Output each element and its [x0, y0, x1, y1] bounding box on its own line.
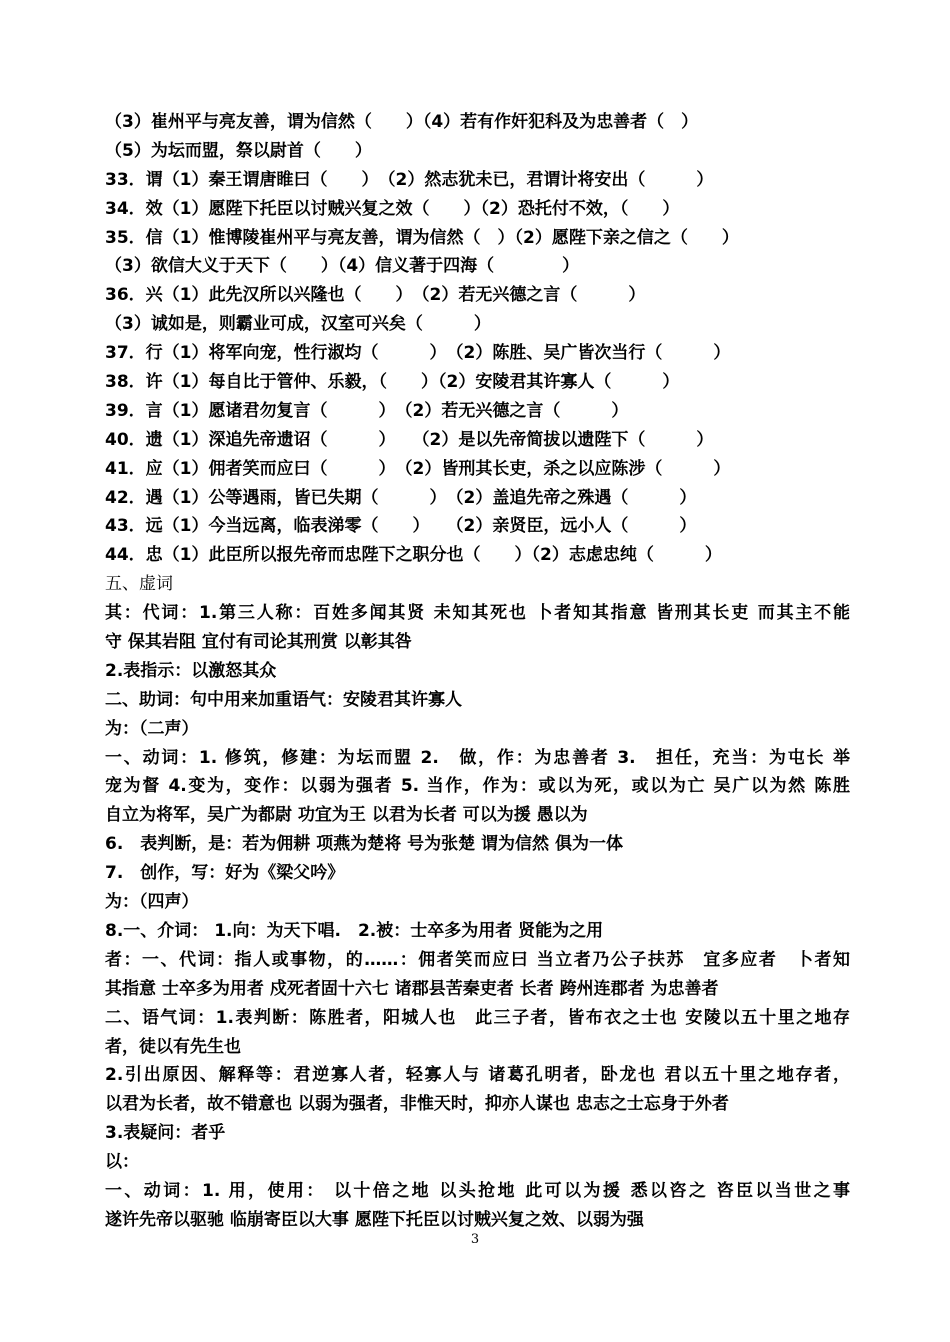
text-line: 五、虚词 [105, 574, 173, 595]
text-line: 2.引出原因、解释等：君逆寡人者，轻寡人与 诸葛孔明者，卧龙也 君以五十里之地存者， [105, 1065, 850, 1086]
text-line: 7. 创作，写：好为《梁父吟》 [105, 863, 345, 884]
text-line: 守 保其岩阻 宜付有司论其刑赏 以彰其咎 [105, 632, 412, 653]
text-line: 43．远（1）今当远离，临表涕零（ ） （2）亲贤臣，远小人（ ） [105, 516, 697, 537]
text-line: （3）崔州平与亮友善，谓为信然（ ）（4）若有作奸犯科及为忠善者（ ） [105, 112, 699, 132]
text-line: 以君为长者，故不错意也 以弱为强者，非惟天时，抑亦人谋也 忠志之士忘身于外者 [105, 1094, 729, 1115]
text-line: 35．信（1）惟博陵崔州平与亮友善，谓为信然（ ）（2）愿陛下亲之信之（ ） [105, 227, 739, 248]
text-line: 41．应（1）佣者笑而应曰（ ） （2）皆刑其长吏，杀之以应陈涉（ ） [105, 458, 731, 479]
text-line: 36．兴（1）此先汉所以兴隆也（ ） （2）若无兴德之言（ ） [105, 285, 646, 306]
text-line: 33．谓（1）秦王谓唐睢曰（ ） （2）然志犹未已，君谓计将安出（ ） [105, 169, 714, 190]
text-line: （5）为坛而盟，祭以尉首（ ） [105, 140, 372, 161]
text-line: 以： [105, 1152, 139, 1173]
page-number: 3 [470, 1232, 480, 1247]
text-line: 其：代词：1.第三人称：百姓多闻其贤 未知其死也 卜者知其指意 皆刑其长吏 而其主不能 [105, 603, 850, 624]
text-line: 38．许（1）每自比于管仲、乐毅，（ ）（2）安陵君其许寡人（ ） [105, 372, 680, 393]
text-line: 为：（四声） [105, 892, 199, 913]
text-line: 宠为督 4.变为，变作：以弱为强者 5. 当作，作为：或以为死，或以为亡 吴广以为然 陈胜 [105, 776, 850, 797]
text-line: 37．行（1）将军向宠，性行淑均（ ） （2）陈胜、吴广皆次当行（ ） [105, 343, 731, 364]
text-line: 40．遗（1）深追先帝遗诏（ ） （2）是以先帝简拔以遗陛下（ ） [105, 429, 714, 450]
text-line: 为：（二声） [105, 718, 199, 739]
text-line: 6. 表判断，是：若为佣耕 项燕为楚将 号为张楚 谓为信然 俱为一体 [105, 834, 623, 855]
document-body [105, 108, 850, 1235]
text-line: 34．效（1）愿陛下托臣以讨贼兴复之效（ ）（2）恐托付不效，（ ） [105, 198, 680, 219]
text-line: 二、助词：句中用来加重语气：安陵君其许寡人 [105, 689, 462, 710]
text-line: 44．忠（1）此臣所以报先帝而忠陛下之职分也（ ）（2）志虑忠纯（ ） [105, 545, 722, 566]
text-line: 遂许先帝以驱驰 临崩寄臣以大事 愿陛下托臣以讨贼兴复之效、以弱为强 [105, 1209, 644, 1230]
text-line: 42．遇（1）公等遇雨，皆已失期（ ） （2）盖追先帝之殊遇（ ） [105, 487, 697, 508]
text-line: 3.表疑问：者乎 [105, 1123, 226, 1144]
text-line: 其指意 士卒多为用者 戍死者固十六七 诸郡县苦秦吏者 长者 跨州连郡者 为忠善者 [105, 978, 719, 999]
text-line: （3）诚如是，则霸业可成，汉室可兴矣（ ） [105, 314, 491, 335]
text-line: 自立为将军，吴广为都尉 功宜为王 以君为长者 可以为援 愚以为 [105, 805, 588, 826]
text-line: 者，徒以有先生也 [105, 1036, 241, 1057]
text-line: 8.一、介词： 1.向：为天下唱. 2.被：士卒多为用者 贤能为之用 [105, 920, 604, 941]
text-line: 2.表指示：以激怒其众 [105, 660, 277, 681]
text-line: 二、语气词：1.表判断：陈胜者，阳城人也 此三子者，皆布衣之士也 安陵以五十里之地存 [105, 1007, 850, 1028]
text-line: （3）欲信大义于天下（ ）（4）信义著于四海（ ） [105, 256, 580, 277]
text-line: 39．言（1）愿诸君勿复言（ ） （2）若无兴德之言（ ） [105, 400, 629, 421]
text-line: 一、动词：1. 用，使用： 以十倍之地 以头抢地 此可以为援 悉以咨之 咨臣以当世之事 [105, 1180, 850, 1201]
text-line: 者：一、代词：指人或事物，的……：佣者笑而应曰 当立者乃公子扶苏 宜多应者 卜者知 [105, 949, 850, 970]
text-line: 一、动词：1. 修筑，修建：为坛而盟 2. 做，作：为忠善者 3. 担任，充当：为屯长 举 [105, 747, 850, 768]
